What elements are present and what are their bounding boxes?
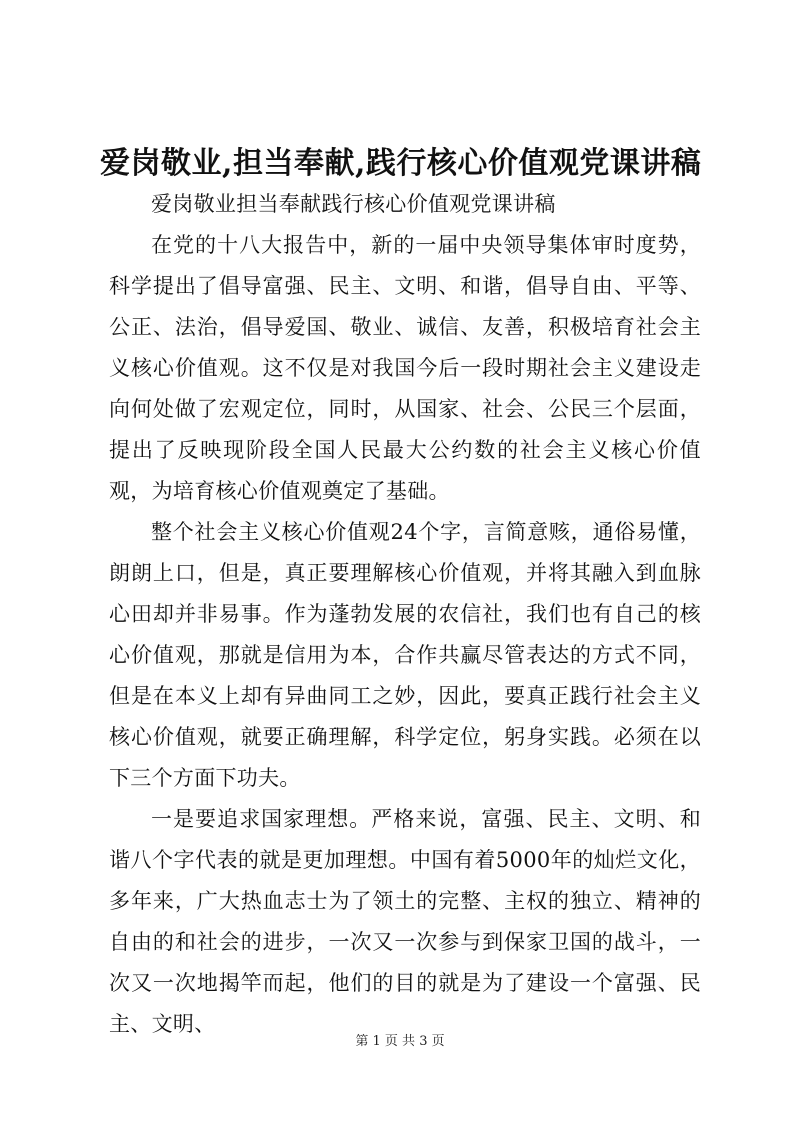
paragraph-subtitle: 爱岗敬业担当奉献践行核心价值观党课讲稿 [151, 192, 556, 216]
document-body [109, 184, 701, 1045]
paragraph-national-ideal: 一是要追求国家理想。严格来说，富强、民主、文明、和谐八个字代表的就是更加理想。中国有着5000年的灿烂文化，多年来，广大热血志士为了领土的完整、主权的独立、精神的自由的和社会的进步，一次又一次参与到保家卫国的战斗，一次又一次地揭竿而起，他们的目的就是为了建设一个富强、民主、文明、 [109, 807, 701, 1036]
paragraph-intro: 在党的十八大报告中，新的一届中央领导集体审时度势，科学提出了倡导富强、民主、文明、和谐，倡导自由、平等、公正、法治，倡导爱国、敬业、诚信、友善，积极培育社会主义核心价值观。这不仅是对我国今后一段时期社会主义建设走向何处做了宏观定位，同时，从国家、社会、公民三个层面，提出了反映现阶段全国人民最大公约数的社会主义核心价值观，为培育核心价值观奠定了基础。 [109, 233, 701, 503]
document-title: 爱岗敬业,担当奉献,践行核心价值观党课讲稿 [100, 146, 702, 181]
page-footer: 第 1 页 共 3 页 [355, 1034, 445, 1049]
paragraph-core-values: 整个社会主义核心价值观24个字，言简意赅，通俗易懂，朗朗上口，但是，真正要理解核心价值观，并将其融入到血脉心田却并非易事。作为蓬勃发展的农信社，我们也有自己的核心价值观，那就是信用为本，合作共赢尽管表达的方式不同，但是在本义上却有异曲同工之妙，因此，要真正践行社会主义核心价值观，就要正确理解，科学定位，躬身实践。必须在以下三个方面下功夫。 [109, 520, 701, 790]
